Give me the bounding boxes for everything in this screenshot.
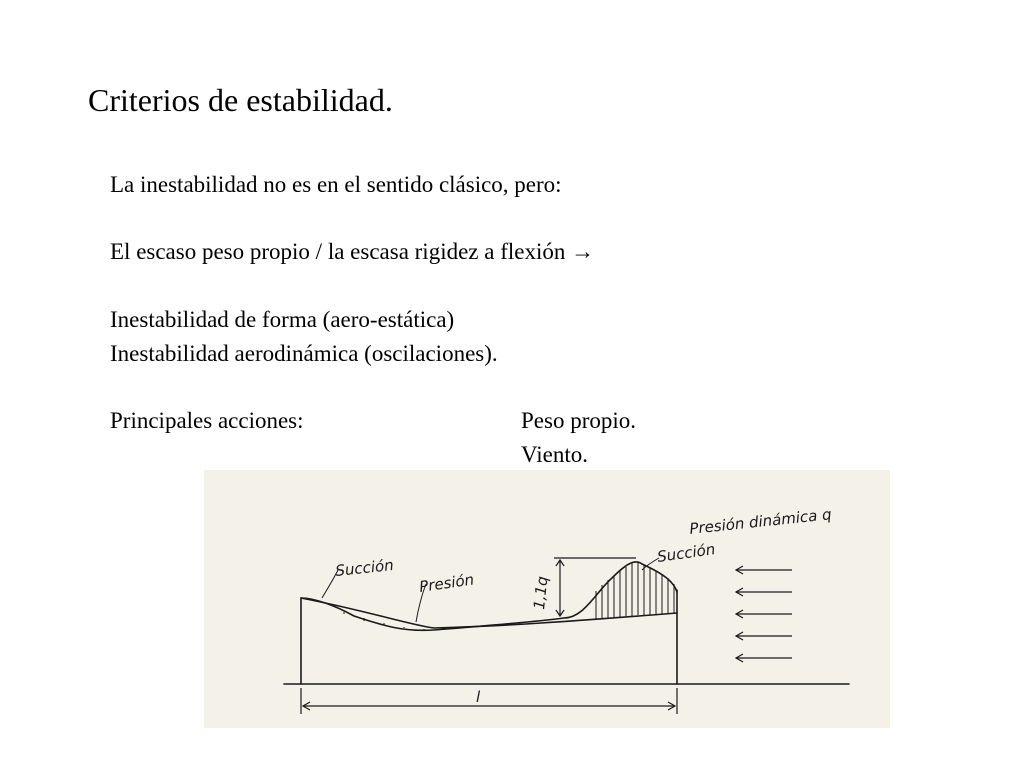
- label-span: l: [476, 688, 481, 706]
- label-pressure: Presión: [418, 570, 476, 596]
- wind-arrows: [736, 566, 792, 662]
- span-dimension: [301, 688, 677, 714]
- intro-text: La inestabilidad no es en el sentido clásico, pero:: [110, 172, 562, 197]
- cause-text: El escaso peso propio / la escasa rigidez a flexión: [110, 239, 566, 264]
- wind-pressure-diagram: [204, 470, 890, 728]
- aero-instability-text: Inestabilidad aerodinámica (oscilaciones).: [110, 341, 498, 366]
- arrow-right-icon: →: [571, 239, 595, 264]
- slide-title: Criterios de estabilidad.: [88, 82, 393, 118]
- cause-line: [110, 237, 594, 267]
- actions-label: Principales acciones:: [110, 408, 304, 433]
- label-peak: 1,1q: [530, 575, 552, 611]
- form-instability-text: Inestabilidad de forma (aero-estática): [110, 307, 455, 332]
- label-dynamic-pressure: Presión dinámica q: [688, 505, 833, 538]
- label-suction-right: Succión: [656, 540, 717, 566]
- label-suction-left: Succión: [334, 555, 395, 580]
- diagram-svg: [204, 470, 890, 728]
- action-item-wind: Viento.: [521, 442, 588, 467]
- roof-profile: [301, 598, 677, 628]
- action-item-self-weight: Peso propio.: [521, 408, 636, 433]
